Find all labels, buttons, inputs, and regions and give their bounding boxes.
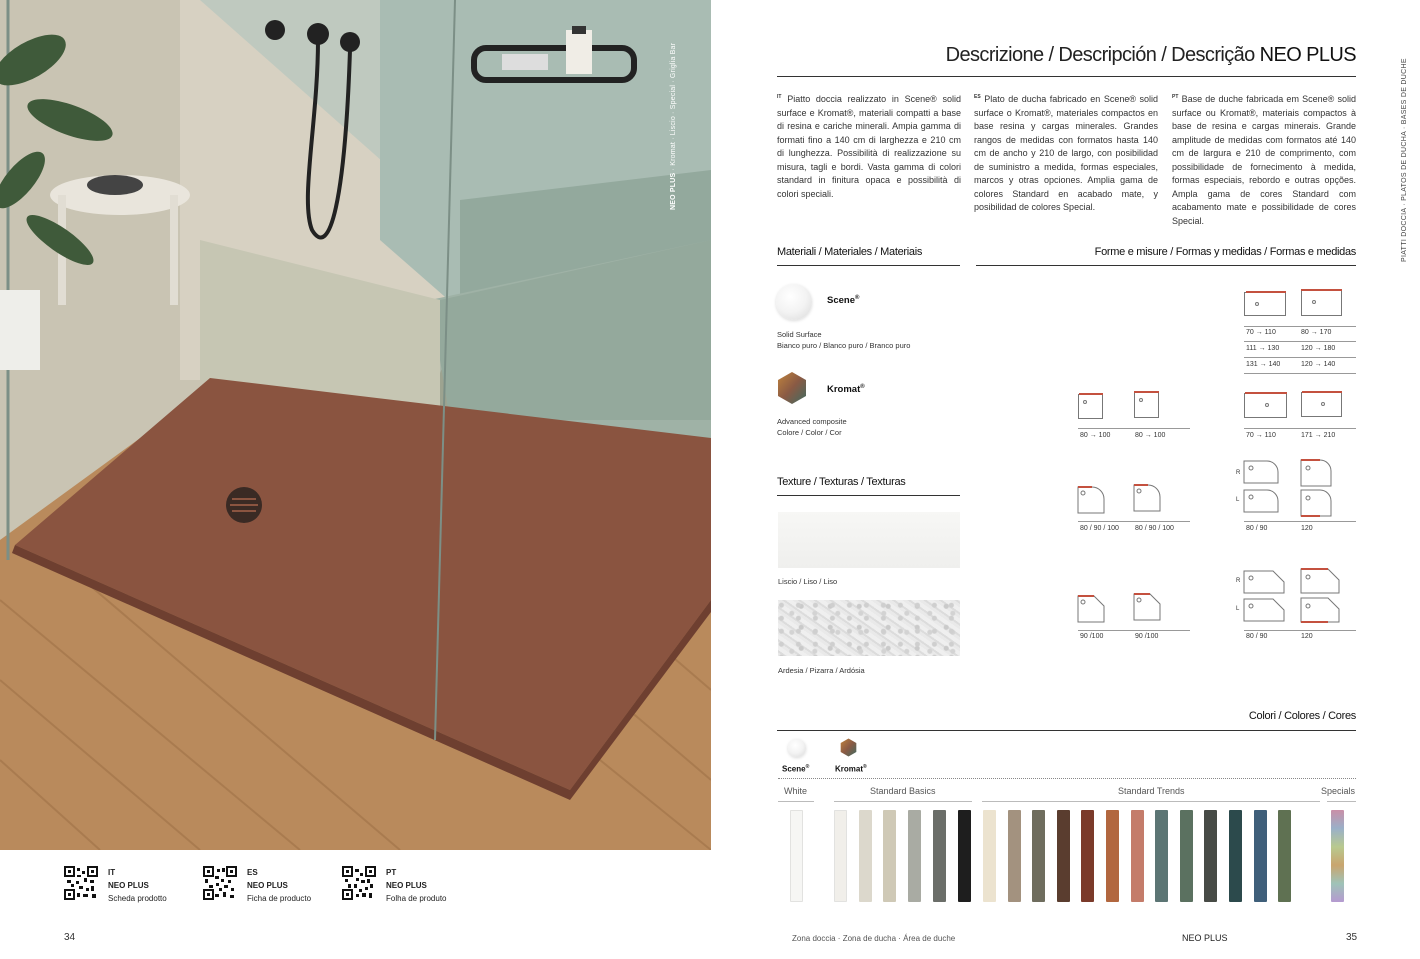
colour-group-specials: Specials	[1321, 786, 1356, 796]
size-label: 80 / 90	[1246, 525, 1268, 532]
colour-swatch-trends	[1131, 810, 1144, 902]
shape-offset-quadrant-left	[1300, 489, 1332, 517]
qr-label: Folha de produto	[386, 894, 447, 903]
size-table-rule	[1244, 357, 1356, 358]
description-it	[777, 91, 961, 201]
material-desc-line: Advanced composite	[777, 417, 847, 426]
size-label: 120 → 180	[1301, 345, 1336, 352]
photo-caption-rest: Liscio · Special · Griglia Bar	[670, 42, 677, 136]
shape-square	[1078, 394, 1103, 419]
photo-caption-product: NEO PLUS	[670, 172, 677, 210]
size-row-rule	[1244, 630, 1356, 631]
texture-slate-swatch	[778, 600, 960, 656]
lang-tag: ES	[974, 94, 981, 100]
size-label: 80 / 90 / 100	[1135, 525, 1174, 532]
colour-swatch-specials	[1331, 810, 1344, 902]
colour-swatch-basics	[859, 810, 872, 902]
group-rule-white	[778, 801, 814, 802]
colour-swatch-basics	[933, 810, 946, 902]
qr-lang: PT	[386, 868, 397, 877]
texture-smooth-swatch	[778, 512, 960, 568]
textures-heading: Texture / Texturas / Texturas	[777, 476, 906, 488]
material-desc-kromat	[777, 416, 847, 438]
size-label: 80 / 90 / 100	[1080, 525, 1119, 532]
shapes-heading: Forme e misure / Formas y medidas / Formas e medidas	[1094, 246, 1356, 258]
shape-offset-quadrant-left	[1243, 489, 1279, 513]
shape-quadrant	[1077, 486, 1105, 514]
size-table-rule	[1244, 373, 1356, 374]
photo-caption-detail: Kromat	[670, 142, 677, 166]
size-label: 90 /100	[1080, 633, 1104, 640]
size-table-rule	[1244, 341, 1356, 342]
shape-offset-quadrant-right	[1243, 460, 1279, 484]
qr-item-pt[interactable]	[342, 866, 447, 905]
size-row-rule	[1078, 428, 1190, 429]
size-row-rule	[1244, 521, 1356, 522]
left-label: L	[1236, 497, 1240, 503]
colours-rule	[777, 730, 1356, 731]
colour-swatch-basics	[908, 810, 921, 902]
size-row-rule	[1078, 521, 1190, 522]
shape-quadrant	[1133, 484, 1161, 512]
qr-item-it[interactable]	[64, 866, 167, 905]
size-label: 90 /100	[1135, 633, 1159, 640]
colour-swatch-trends	[1155, 810, 1168, 902]
size-label: 80 → 100	[1135, 432, 1166, 439]
page-title	[880, 44, 1356, 67]
footer-product: NEO PLUS	[1182, 933, 1228, 943]
colour-swatch-trends	[1008, 810, 1021, 902]
qr-code-icon[interactable]	[64, 866, 98, 900]
shape-rectangle	[1301, 392, 1342, 417]
group-rule-specials	[1327, 801, 1356, 802]
colour-dotted-divider	[778, 778, 1356, 779]
qr-product: NEO PLUS	[386, 881, 427, 890]
description-text: Plato de ducha fabricado en Scene® solid surface o Kromat®, materiales compactos en base resina y cargas minerales. Grandes rangos de medidas con formatos hasta 140 cm de ancho y 210 de largo, con posibilidad de suministro a medida, formas especiales, marcos y otras opciones. Amplia gama de colores Standard en acabado mate, y posibilidad de colores Special.	[974, 94, 1158, 212]
size-table-rule	[1244, 326, 1356, 327]
shape-rectangle	[1301, 290, 1342, 316]
page-number-left: 34	[64, 932, 76, 943]
shape-offset-quadrant-right	[1300, 459, 1332, 487]
left-label: L	[1236, 606, 1240, 612]
qr-lang: IT	[108, 868, 116, 877]
colour-swatch-white	[790, 810, 803, 902]
qr-code-icon[interactable]	[342, 866, 376, 900]
qr-code-icon[interactable]	[203, 866, 237, 900]
colour-swatch-trends	[1254, 810, 1267, 902]
scene-colour-icon	[788, 739, 806, 757]
lang-tag: IT	[777, 94, 782, 100]
size-label: 80 / 90	[1246, 633, 1268, 640]
colour-swatch-trends	[1032, 810, 1045, 902]
shape-offset-pentagon-left	[1300, 597, 1340, 623]
texture-label-smooth: Liscio / Liso / Liso	[778, 577, 838, 586]
size-label: 120	[1301, 525, 1313, 532]
colour-group-trends: Standard Trends	[1118, 786, 1185, 796]
description-text: Piatto doccia realizzato in Scene® solid surface e Kromat®, materiali compatti a base di resina e cariche minerali. Ampia gamma di formati fino a 140 cm di larghezza e 210 cm di lunghezza. Possibilità di realizzazione su misura, tagli e bordi. Vasta gamma di colori standard in finitura opaca e possibilità di colori speciali.	[777, 94, 961, 199]
colour-swatch-trends	[1278, 810, 1291, 902]
colour-swatch-basics	[958, 810, 971, 902]
photo-caption: NEO PLUS · Kromat · Liscio · Special · Griglia Bar	[670, 42, 677, 210]
size-label: 120	[1301, 633, 1313, 640]
shape-rectangle	[1244, 393, 1287, 418]
qr-item-es[interactable]	[203, 866, 311, 905]
size-row-rule	[1244, 428, 1356, 429]
qr-lang: ES	[247, 868, 258, 877]
colour-swatch-trends	[1229, 810, 1242, 902]
colour-swatch-basics	[883, 810, 896, 902]
colour-swatch-basics	[834, 810, 847, 902]
size-label: 131 → 140	[1246, 361, 1281, 368]
material-desc-line: Colore / Color / Cor	[777, 428, 842, 437]
shape-pentagon	[1077, 595, 1105, 623]
size-label: 80 → 100	[1080, 432, 1111, 439]
colour-swatch-trends	[1057, 810, 1070, 902]
colour-swatch-trends	[983, 810, 996, 902]
title-languages: Descrizione / Descripción / Descrição	[945, 44, 1255, 66]
kromat-material-swatch	[775, 371, 809, 405]
material-desc-scene	[777, 329, 910, 351]
title-rule	[777, 76, 1356, 77]
group-rule-trends	[982, 801, 1320, 802]
colour-material-kromat: Kromat®	[835, 764, 867, 774]
right-label: R	[1236, 578, 1241, 584]
size-label: 120 → 140	[1301, 361, 1336, 368]
product-photo	[0, 0, 711, 850]
kromat-colour-icon	[839, 738, 858, 757]
side-section-text: PIATTI DOCCIA · PLATOS DE DUCHA · BASES DE DUCHE	[1401, 58, 1408, 262]
size-row-rule	[1078, 630, 1190, 631]
qr-product: NEO PLUS	[108, 881, 149, 890]
colour-material-scene: Scene®	[782, 764, 810, 774]
shape-offset-pentagon-left	[1243, 598, 1285, 622]
group-rule-basics	[834, 801, 972, 802]
colours-heading: Colori / Colores / Cores	[1248, 710, 1356, 722]
materials-rule	[777, 265, 960, 266]
colour-group-white: White	[784, 786, 808, 796]
description-pt	[1172, 91, 1356, 228]
shape-pentagon	[1133, 593, 1161, 621]
colour-swatch-trends	[1106, 810, 1119, 902]
page-number-right: 35	[1346, 932, 1358, 943]
lang-tag: PT	[1172, 94, 1179, 100]
size-label: 70 → 110	[1246, 432, 1276, 439]
qr-label: Ficha de producto	[247, 894, 312, 903]
materials-heading: Materiali / Materiales / Materiais	[777, 246, 923, 258]
qr-product: NEO PLUS	[247, 881, 288, 890]
description-es	[974, 91, 1158, 215]
texture-label-slate: Ardesia / Pizarra / Ardósia	[778, 666, 865, 675]
qr-label: Scheda prodotto	[108, 894, 167, 903]
material-desc-line: Bianco puro / Blanco puro / Branco puro	[777, 341, 911, 350]
colour-swatch-trends	[1180, 810, 1193, 902]
size-label: 111 → 130	[1246, 345, 1280, 352]
shapes-rule	[976, 265, 1356, 266]
scene-material-swatch	[776, 284, 812, 320]
size-label: 80 → 170	[1301, 329, 1332, 336]
shape-offset-pentagon-right	[1300, 568, 1340, 594]
size-label: 70 → 110	[1246, 329, 1276, 336]
shape-offset-pentagon-right	[1243, 570, 1285, 594]
textures-rule	[777, 495, 960, 496]
title-product: NEO PLUS	[1259, 44, 1356, 66]
colour-swatch-trends	[1081, 810, 1094, 902]
material-name-kromat: Kromat®	[827, 384, 865, 396]
shape-rectangle	[1244, 292, 1286, 316]
shape-square	[1134, 392, 1159, 418]
material-name-scene: Scene®	[827, 295, 860, 307]
description-text: Base de duche fabricada em Scene® solid surface ou Kromat®, materiais compactos à base de resina e cargas minerais. Grande amplitude de medidas com formatos até 140 cm de largura e 210 de comprimento, com possibilidade de fornecimento à medida, formas especiais, rebordo e outras opções. Ampla gama de cores Standard com acabamento mate e possibilidade de cores Special.	[1172, 94, 1356, 226]
size-label: 171 → 210	[1301, 432, 1336, 439]
right-label: R	[1236, 470, 1241, 476]
colour-swatch-trends	[1204, 810, 1217, 902]
footer-zone: Zona doccia · Zona de ducha · Área de duche	[792, 934, 956, 943]
material-desc-line: Solid Surface	[777, 330, 822, 339]
colour-group-basics: Standard Basics	[870, 786, 936, 796]
